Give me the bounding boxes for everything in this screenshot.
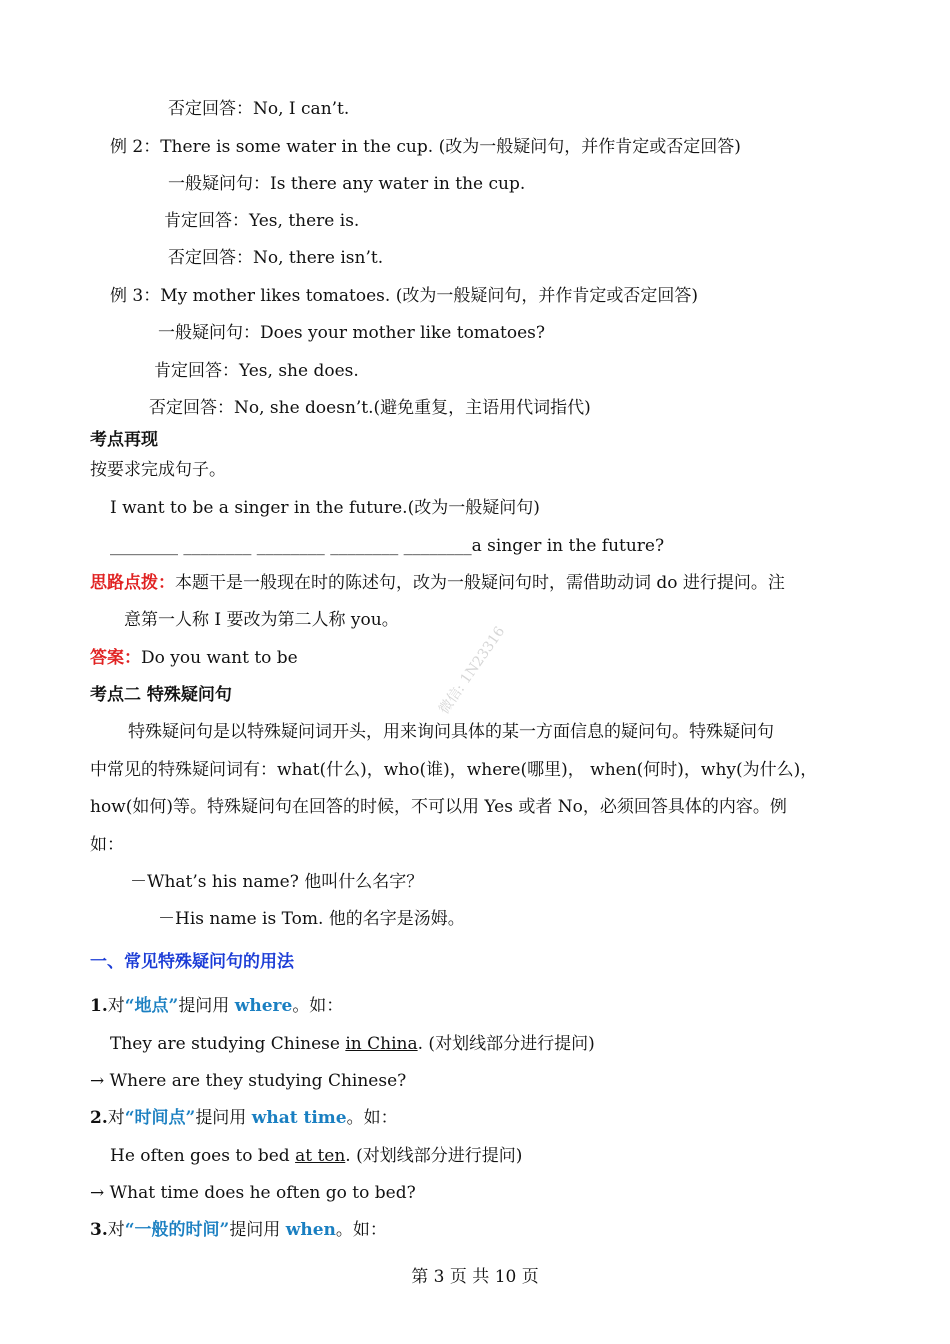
ex3-positive: 肯定回答：Yes, she does. (154, 361, 359, 381)
answer-line (90, 647, 298, 669)
answer-label: 答案： (90, 648, 141, 668)
dialog-line-1: －What’s his name? 他叫什么名字？ (130, 872, 424, 892)
hint-text-1: 本题干是一般现在时的陈述句，改为一般疑问句时，需借助动词 do 进行提问。注 (175, 573, 785, 593)
ex2-negative: 否定回答：No, there isn’t. (168, 248, 384, 268)
usage-heading: 一、常见特殊疑问句的用法 (90, 952, 294, 972)
kaodian-heading: 考点再现 (90, 430, 158, 450)
hint-line-2: 意第一人称 I 要改为第二人称 you。 (124, 610, 399, 630)
kaodian-question: I want to be a singer in the future.(改为一般疑问句) (110, 498, 540, 518)
ex1-negative: 否定回答：No, I can’t. (168, 99, 350, 119)
kaodian-blank-line (110, 535, 664, 557)
answer-text: Do you want to be (141, 648, 298, 668)
usage-item-2-title: 2.对“时间点”提问用 what time。如： (90, 1108, 398, 1128)
ex3-negative: 否定回答：No, she doesn’t.(避免重复，主语用代词指代) (149, 398, 591, 418)
section2-para-1: 特殊疑问句是以特殊疑问词开头，用来询问具体的某一方面信息的疑问句。特殊疑问句 (128, 722, 774, 742)
section2-para-2: 中常见的特殊疑问词有：what(什么)，who(谁)，where(哪里)， when(何时)，why(为什么)， (90, 760, 818, 780)
answer-tail: a singer in the future? (471, 536, 665, 556)
ex2-title: 例 2：There is some water in the cup. (改为一般疑问句，并作肯定或否定回答) (110, 137, 741, 157)
hint-line-1 (90, 572, 785, 594)
kaodian-instruction: 按要求完成句子。 (90, 460, 226, 480)
page-footer: 第 3 页 共 10 页 (411, 1267, 539, 1287)
usage-item-1-example: They are studying Chinese in China. (对划线部分进行提问) (110, 1034, 595, 1054)
ex3-title: 例 3：My mother likes tomatoes. (改为一般疑问句，并作肯定或否定回答) (110, 286, 698, 306)
usage-item-2-answer: → What time does he often go to bed? (90, 1183, 416, 1203)
section2-para-4: 如： (90, 835, 124, 855)
watermark: 微信: 1N23316 (436, 623, 509, 718)
answer-blanks: ________ ________ ________ ________ ________ (110, 536, 472, 556)
usage-item-1-answer: → Where are they studying Chinese? (90, 1071, 407, 1091)
ex2-question: 一般疑问句：Is there any water in the cup. (168, 174, 526, 194)
section2-para-3: how(如何)等。特殊疑问句在回答的时候，不可以用 Yes 或者 No，必须回答具体的内容。例 (90, 797, 787, 817)
ex2-positive: 肯定回答：Yes, there is. (164, 211, 360, 231)
dialog-line-2: －His name is Tom. 他的名字是汤姆。 (158, 909, 465, 929)
ex3-question: 一般疑问句：Does your mother like tomatoes? (158, 323, 546, 343)
usage-item-2-example: He often goes to bed at ten. (对划线部分进行提问) (110, 1146, 523, 1166)
usage-item-3-title: 3.对“一般的时间”提问用 when。如： (90, 1220, 387, 1240)
hint-label: 思路点拨： (90, 573, 175, 593)
usage-item-1-title: 1.对“地点”提问用 where。如： (90, 996, 344, 1016)
section2-heading: 考点二 特殊疑问句 (90, 685, 232, 705)
